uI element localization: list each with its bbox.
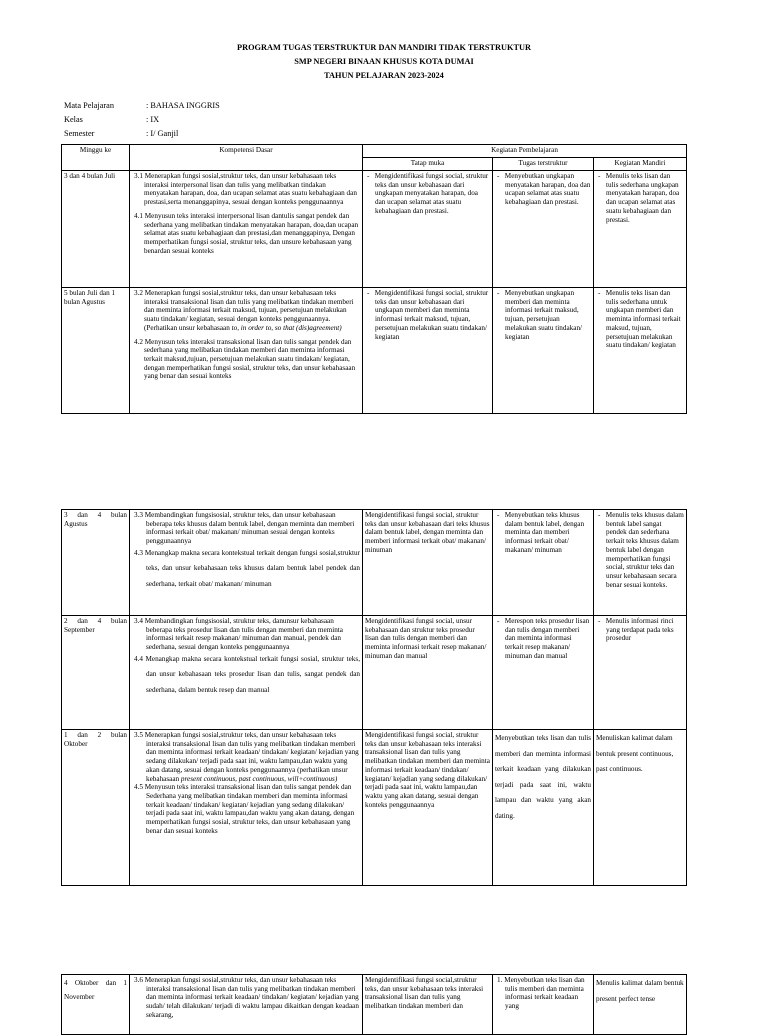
table-row [62, 616, 687, 730]
doc-title-line-2: SMP NEGERI BINAAN KHUSUS KOTA DUMAI [294, 57, 474, 66]
cell-minggu: 3 dan 4 bulan Juli [62, 171, 130, 288]
cell-minggu: 1 dan 2 bulan Oktober [62, 730, 130, 886]
cell-minggu: 5 bulan Juli dan 1 bulan Agustus [62, 288, 130, 414]
doc-title-line-3: TAHUN PELAJARAN 2023-2024 [324, 71, 444, 80]
kd-3: 3.4 Membandingkan fungsisosial, struktur teks, danunsur kebahasaan beberapa teks prosedur lisan dan tulis dengan memberi dan meminta informasi terkait resep makanan/ minuman dan manual, pendek dan sederhana, sesuai dengan konteks penggunaannya [134, 617, 343, 652]
cell-kd [130, 288, 363, 414]
tugas-text: - Merespon teks prosedur lisan dan tulis dengan memberi dan meminta informasi terkait resep makanan/ minuman dan manual [497, 617, 590, 660]
cell-tatap: Mengidentifikasi fungsi social, unsur kebahasaan dan struktur teks prosedur lisan dan tulis dengan memberi dan meminta informasi terkait resep makanan/ minuman dan manual [363, 616, 493, 730]
meta-key: Mata Pelajaran [64, 101, 114, 110]
cell-mandiri [594, 510, 687, 616]
doc-title-line-1: PROGRAM TUGAS TERSTRUKTUR DAN MANDIRI TIDAK TERSTRUKTUR [237, 43, 531, 52]
tugas-text: - Menyebutkan ungkapan memberi dan meminta informasi terkait maksud, tujuan, persetujuan melakukan suatu tindakan/ kegiatan [497, 289, 583, 341]
col-header-tatap: Tatap muka [363, 158, 493, 171]
cell-tugas: Menyebutkan teks lisan dan tulis memberi dan meminta informasi terkait keadaan yang dilakukan terjadi pada saat ini, waktu lampau dan waktu yang akan dating. [493, 730, 594, 886]
kd-3: 3.1 Menerapkan fungsi sosial,struktur teks, dan unsur kebahasaan teks interaksi interpersonal lisan dan tulis yang melibatkan tindakan menyatakan harapan, doa, dan ucapan selamat atas suatu kebahagiaan dan prestasi,serta menanggapinya, sesuai dengan konteks penggunaannya [134, 172, 357, 207]
cell-kd [130, 171, 363, 288]
col-header-tugas: Tugas terstruktur [493, 158, 594, 171]
cell-mandiri [594, 288, 687, 414]
mandiri-text: - Menulis teks khusus dalam bentuk label sangat pendek dan sederhana terkait teks khusus dalam bentuk label dengan memperhatikan fungsi social, struktur teks dan unsur kebahasaan secara benar sesuai konteks. [598, 511, 684, 589]
table-row [62, 288, 687, 414]
cell-tugas [493, 171, 594, 288]
kd-3: 3.2 Menerapkan fungsi sosial,struktur teks, dan unsur kebahasaan teks interaksi transaksional lisan dan tulis yang melibatkan tindakan memberi dan meminta informasi terkait maksud, tujuan, persetujuan melakukan suatu tindakan/ kegiatan, sesuai dengan konteks penggunaannya. (Perhatikan unsur kebahasaan to, in order to, so that (dis)agreement) [134, 289, 354, 332]
col-header-mandiri: Kegiatan Mandiri [594, 158, 687, 171]
cell-tatap [363, 288, 493, 414]
cell-tatap: Mengidentifikasi fungsi social,struktur teks, dan unsur kebahasaan teks interaksi transaksional lisan dan tulis yang melibatkan tindakan memberi dan [363, 975, 493, 1035]
tatap-text: - Mengidentifikasi fungsi social, struktur teks dan unsur kebahasaan dari ungkapan menyatakan harapan, doa dan ucapan selamat atas suatu kebahagiaan dan prestasi. [367, 172, 489, 215]
cell-minggu: 4 Oktober dan 1 November [62, 975, 130, 1035]
tugas-text: - Menyebutkan ungkapan menyatakan harapan, doa dan ucapan selamat atas suatu kebahagiaan dan prestasi. [497, 172, 591, 207]
program-table-part-3 [61, 974, 687, 1035]
cell-minggu: 2 dan 4 bulan September [62, 616, 130, 730]
meta-key: Semester [64, 129, 95, 138]
table-header-row [62, 145, 687, 158]
meta-class [64, 113, 159, 127]
cell-kd [130, 616, 363, 730]
kd-4: 4.2 Menyusun teks interaksi transaksional lisan dan tulis sangat pendek dan sederhana yang melibatkan tindakan memberi dan meminta informasi terkait maksud,tujuan, persetujuan melakukan suatu tindakan/ kegiatan, dengan memperhatikan fungsi sosial, struktur teks, dan unsur kebahasaan yang benar dan sesuai konteks [134, 337, 356, 381]
cell-mandiri: Menuliskan kalimat dalam bentuk present continuous, past continuous. [594, 730, 687, 886]
meta-subject [64, 99, 220, 113]
cell-minggu: 3 dan 4 bulan Agustus [62, 510, 130, 616]
cell-kd [130, 730, 363, 886]
cell-tugas [493, 510, 594, 616]
cell-kd [130, 975, 363, 1035]
kd-3: 3.5 Menerapkan fungsi sosial,struktur teks, dan unsur kebahasaan teks interaksi transaksional lisan dan tulis yang melibatkan tindakan memberi dan meminta informasi terkait keadaan/ tindakan/ kegiatan/ kejadian yang sedang dilakukan/ terjadi pada saat ini, waktu lampau,dan waktu yang akan datang, sesuai dengan konteks penggunaannya (perhatikan unsur kebahasaan present continuous, past continuous, will+continuous) [134, 731, 359, 783]
cell-tugas [493, 616, 594, 730]
cell-mandiri [594, 616, 687, 730]
program-table-part-1 [61, 144, 687, 414]
meta-value: : BAHASA INGGRIS [146, 101, 220, 110]
kd-3: 3.6 Menerapkan fungsi sosial,struktur teks, dan unsur kebahasaan teks interaksi transaksional lisan dan tulis yang melibatkan tindakan memberi dan meminta informasi terkait keadaan/ tindakan/ kegiatan/ kejadian yang sudah/ telah dilakukan/ terjadi di waktu lampau dikaitkan dengan keadaan sekarang, [134, 976, 359, 1019]
meta-value: : I/ Ganjil [146, 129, 179, 138]
table-row [62, 730, 687, 886]
kd-4: 4.1 Menyusun teks interaksi interpersonal lisan dantulis sangat pendek dan sederhana yang melibatkan tindakan menyatakan harapan, doa,dan ucapan selamat atas suatu kebahagiaan dan prestasi,dan menanggapinya, Dengan memperhatikan fungsi sosial, struktur teks, dan unsure kebahasaan yang benardan sesuai konteks [134, 211, 359, 255]
tugas-text: 1. Menyebutkan teks lisan dan tulis memberi dan meminta informasi terkait keadaan yang [497, 976, 585, 1011]
col-header-kd: Kompetensi Dasar [130, 145, 363, 171]
meta-key: Kelas [64, 115, 83, 124]
cell-mandiri [594, 171, 687, 288]
mandiri-text: - Menulis teks lisan dan tulis sederhana untuk ungkapan memberi dan meminta informasi terkait maksud, tujuan, persetujuan melakukan suatu tindakan/ kegiatan [598, 289, 681, 350]
tatap-text: - Mengidentifikasi fungsi social, struktur teks dan unsur kebahasaan dari ungkapan memberi dan meminta informasi terkait maksud, tujuan, persetujuan melakukan suatu tindakan/ kegiatan [367, 289, 489, 341]
cell-kd [130, 510, 363, 616]
table-row [62, 171, 687, 288]
table-row [62, 975, 687, 1035]
kd-4: 4.5 Menyusun teks interaksi transaksional lisan dan tulis sangat pendek dan Sederhana yang melibatkan tindakan memberi dan meminta informasi terkait keadaan/ tindakan/ kegiatan/ kejadian yang sedang dilakukan/ terjadi pada saat ini, waktu lampau,dan waktu yang akan datang, dengan memperhatikan fungsi sosial, struktur teks, dan unsur kebahasaan yang benar dan sesuai konteks [134, 783, 355, 835]
kd-3: 3.3 Membandingkan fungsisosial, struktur teks, dan unsur kebahasaan beberapa teks khusus dalam bentuk label, dengan meminta dan memberi informasi terkait obat/ makanan/ minuman sesuai dengan konteks penggunaannya [134, 511, 355, 546]
mandiri-text: - Menulis teks lisan dan tulis sederhana ungkapan menyatakan harapan, doa dan ucapan selamat atas suatu kebahagiaan dan prestasi. [598, 172, 680, 224]
meta-semester [64, 127, 178, 141]
tugas-text: - Menyebutkan teks khusus dalam bentuk label, dengan meminta dan memberi informasi terkait obat/ makanan/ minuman [497, 511, 585, 554]
cell-tatap: Mengidentifikasi fungsi social, struktur teks dan unsur kebahasaan dari teks khusus dalam bentuk label, dengan meminta dan memberi informasi terkait obat/ makanan/ minuman [363, 510, 493, 616]
cell-tatap: Mengidentifikasi fungsi social, struktur teks dan unsur kebahasaan teks interaksi transaksional lisan dan tulis yang melibatkan tindakan memberi dan meminta informasi terkait keadaan/ tindakan/ kegiatan/ kejadian yang sedang dilakukan/ terjadi pada saat ini, waktu lampau,dan waktu yang akan datang, sesuai dengan konteks penggunaannya [363, 730, 493, 886]
cell-tatap [363, 171, 493, 288]
cell-tugas [493, 975, 594, 1035]
program-table-part-2 [61, 509, 687, 886]
cell-mandiri: Menulis kalimat dalam bentuk present perfect tense [594, 975, 687, 1035]
col-header-minggu: Minggu ke [62, 145, 130, 171]
kd-4: 4.4 Menangkap makna secara kontekstual terkait fungsi sosial, struktur teks, dan unsur kebahasaan teks prosedur lisan dan tulis, sangat pendek dan sederhana, dalam bentuk resep dan manual [134, 654, 360, 694]
kd-4: 4.3 Menangkap makna secara kontekstual terkait dengan fungsi sosial,struktur teks, dan unsur kebahasaan teks khusus dalam bentuk label pendek dan sederhana, terkait obat/ makanan/ minuman [134, 548, 360, 588]
table-row [62, 510, 687, 616]
col-header-kegiatan: Kegiatan Pembelajaran [363, 145, 687, 158]
mandiri-text: - Menulis informasi rinci yang terdapat pada teks prosedur [598, 617, 674, 643]
cell-tugas [493, 288, 594, 414]
meta-value: : IX [146, 115, 160, 124]
